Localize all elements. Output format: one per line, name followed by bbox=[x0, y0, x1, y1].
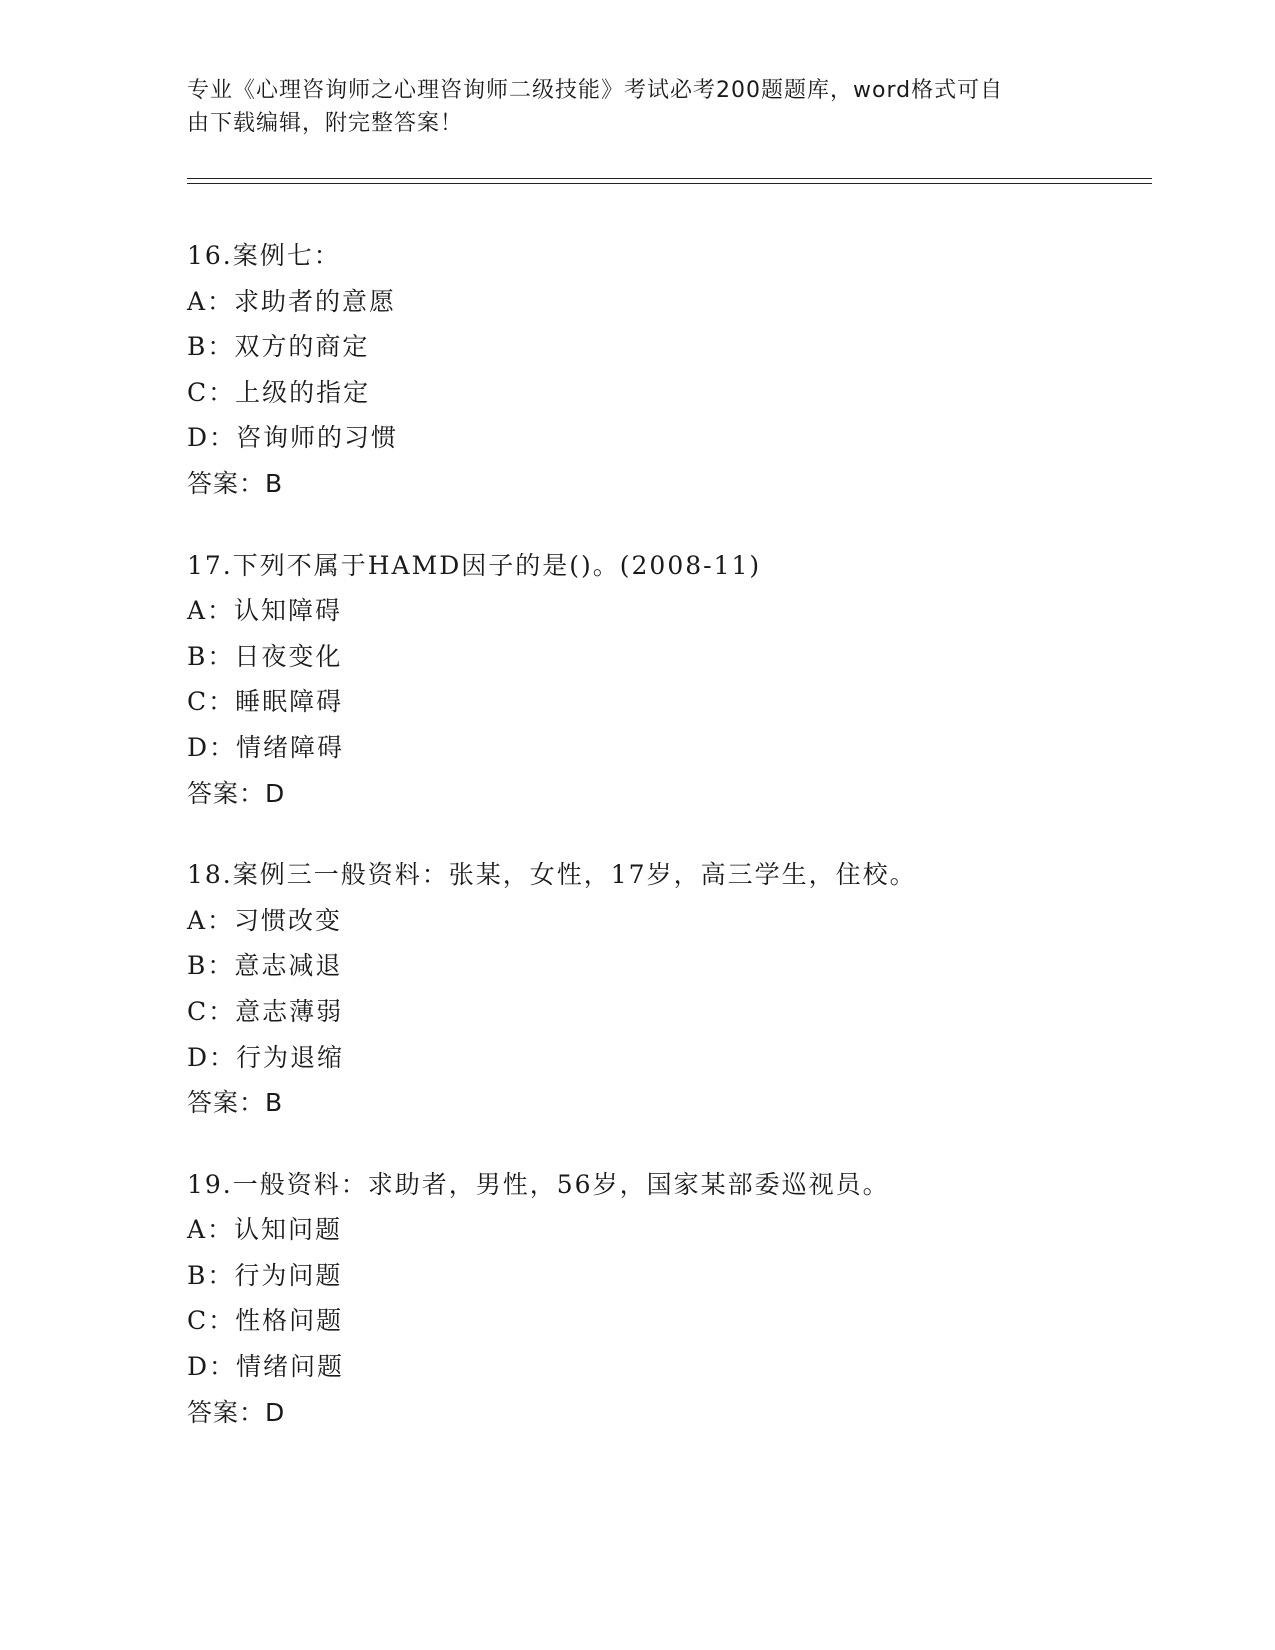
document-header bbox=[187, 74, 1067, 140]
option-a: A：求助者的意愿 bbox=[187, 286, 397, 316]
question-18 bbox=[187, 852, 1147, 1126]
question-stem: 17.下列不属于HAMD因子的是()。(2008-11) bbox=[187, 550, 762, 580]
question-stem: 16.案例七： bbox=[187, 241, 341, 270]
question-stem: 18.案例三一般资料：张某，女性，17岁，高三学生，住校。 bbox=[187, 860, 917, 890]
option-a: A：习惯改变 bbox=[187, 905, 343, 935]
option-c: C：上级的指定 bbox=[187, 377, 371, 407]
question-19 bbox=[187, 1162, 1147, 1436]
option-d: D：咨询师的习惯 bbox=[187, 423, 399, 453]
option-a: A：认知问题 bbox=[187, 1215, 343, 1245]
option-a: A：认知障碍 bbox=[187, 596, 343, 626]
option-d: D：情绪问题 bbox=[187, 1352, 345, 1382]
question-17 bbox=[187, 543, 1147, 817]
option-b: B：双方的商定 bbox=[187, 332, 370, 362]
answer-line: 答案：B bbox=[187, 1088, 284, 1118]
option-b: B：意志减退 bbox=[187, 951, 343, 981]
option-d: D：行为退缩 bbox=[187, 1042, 345, 1072]
question-list bbox=[187, 233, 1147, 1471]
header-divider-bottom bbox=[187, 183, 1152, 184]
question-16 bbox=[187, 233, 1147, 507]
header-divider-top bbox=[187, 178, 1152, 179]
option-d: D：情绪障碍 bbox=[187, 732, 345, 762]
header-line-1: 专业《心理咨询师之心理咨询师二级技能》考试必考200题题库，word格式可自 bbox=[187, 78, 1004, 103]
answer-line: 答案：D bbox=[187, 778, 286, 808]
option-b: B：日夜变化 bbox=[187, 641, 343, 671]
option-c: C：睡眠障碍 bbox=[187, 687, 344, 717]
option-c: C：性格问题 bbox=[187, 1306, 344, 1336]
header-line-2: 由下载编辑，附完整答案！ bbox=[187, 111, 464, 136]
answer-line: 答案：B bbox=[187, 468, 284, 498]
answer-line: 答案：D bbox=[187, 1397, 286, 1427]
option-b: B：行为问题 bbox=[187, 1260, 343, 1290]
question-stem: 19.一般资料：求助者，男性，56岁，国家某部委巡视员。 bbox=[187, 1169, 890, 1199]
option-c: C：意志薄弱 bbox=[187, 996, 344, 1026]
